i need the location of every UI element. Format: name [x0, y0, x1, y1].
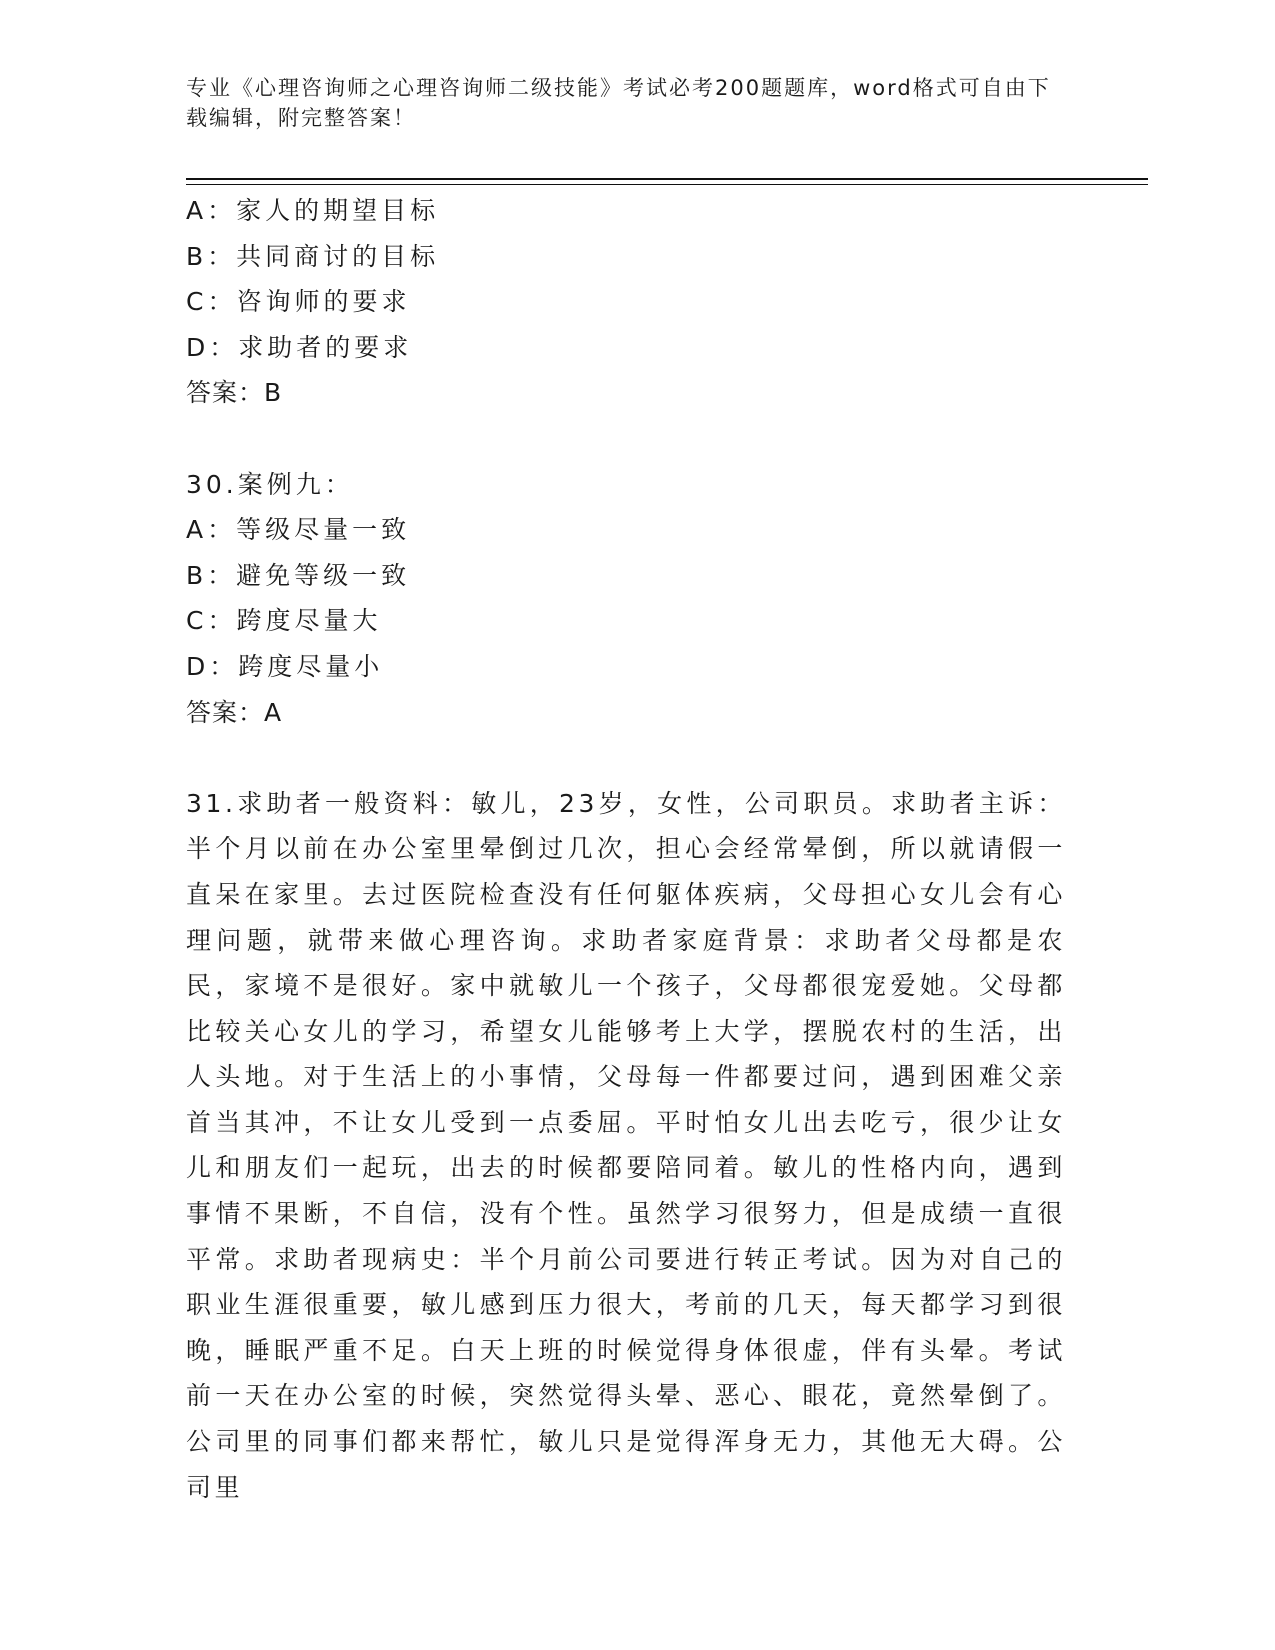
question-block-30: [186, 462, 1086, 736]
answer-line: 答案：B: [186, 378, 283, 408]
option-b: B：避免等级一致: [186, 560, 411, 590]
spacer: [186, 735, 1086, 781]
document-body: [186, 188, 1086, 1510]
question-31-text: 31.求助者一般资料：敏儿，23岁，女性，公司职员。求助者主诉：半个月以前在办公室里晕倒过几次，担心会经常晕倒，所以就请假一直呆在家里。去过医院检查没有任何躯体疾病，父母担心女儿会有心理问题，就带来做心理咨询。求助者家庭背景：求助者父母都是农民，家境不是很好。家中就敏儿一个孩子，父母都很宠爱她。父母都比较关心女儿的学习，希望女儿能够考上大学，摆脱农村的生活，出人头地。对于生活上的小事情，父母每一件都要过问，遇到困难父亲首当其冲，不让女儿受到一点委屈。平时怕女儿出去吃亏，很少让女儿和朋友们一起玩，出去的时候都要陪同着。敏儿的性格内向，遇到事情不果断，不自信，没有个性。虽然学习很努力，但是成绩一直很平常。求助者现病史：半个月前公司要进行转正考试。因为对自己的职业生涯很重要，敏儿感到压力很大，考前的几天，每天都学习到很晚，睡眠严重不足。白天上班的时候觉得身体很虚，伴有头晕。考试前一天在办公室的时候，突然觉得头晕、恶心、眼花，竟然晕倒了。公司里的同事们都来帮忙，敏儿只是觉得浑身无力，其他无大碍。公司里: [186, 788, 1066, 1502]
option-a: A：家人的期望目标: [186, 196, 440, 225]
option-b: B：共同商讨的目标: [186, 241, 440, 271]
option-a: A：等级尽量一致: [186, 515, 411, 545]
spacer: [186, 416, 1086, 462]
option-c: C：咨询师的要求: [186, 287, 411, 317]
question-block-29: [186, 188, 1086, 416]
option-c: C：跨度尽量大: [186, 606, 382, 636]
option-d: D：求助者的要求: [186, 332, 413, 362]
document-header: [186, 73, 1066, 133]
header-divider-thick: [186, 178, 1148, 180]
header-divider-thin: [186, 184, 1148, 185]
answer-line: 答案：A: [186, 697, 283, 727]
question-title: 30.案例九：: [186, 469, 354, 499]
header-text: 专业《心理咨询师之心理咨询师二级技能》考试必考200题题库，word格式可自由下载编辑，附完整答案！: [186, 76, 1051, 130]
option-d: D：跨度尽量小: [186, 651, 384, 681]
